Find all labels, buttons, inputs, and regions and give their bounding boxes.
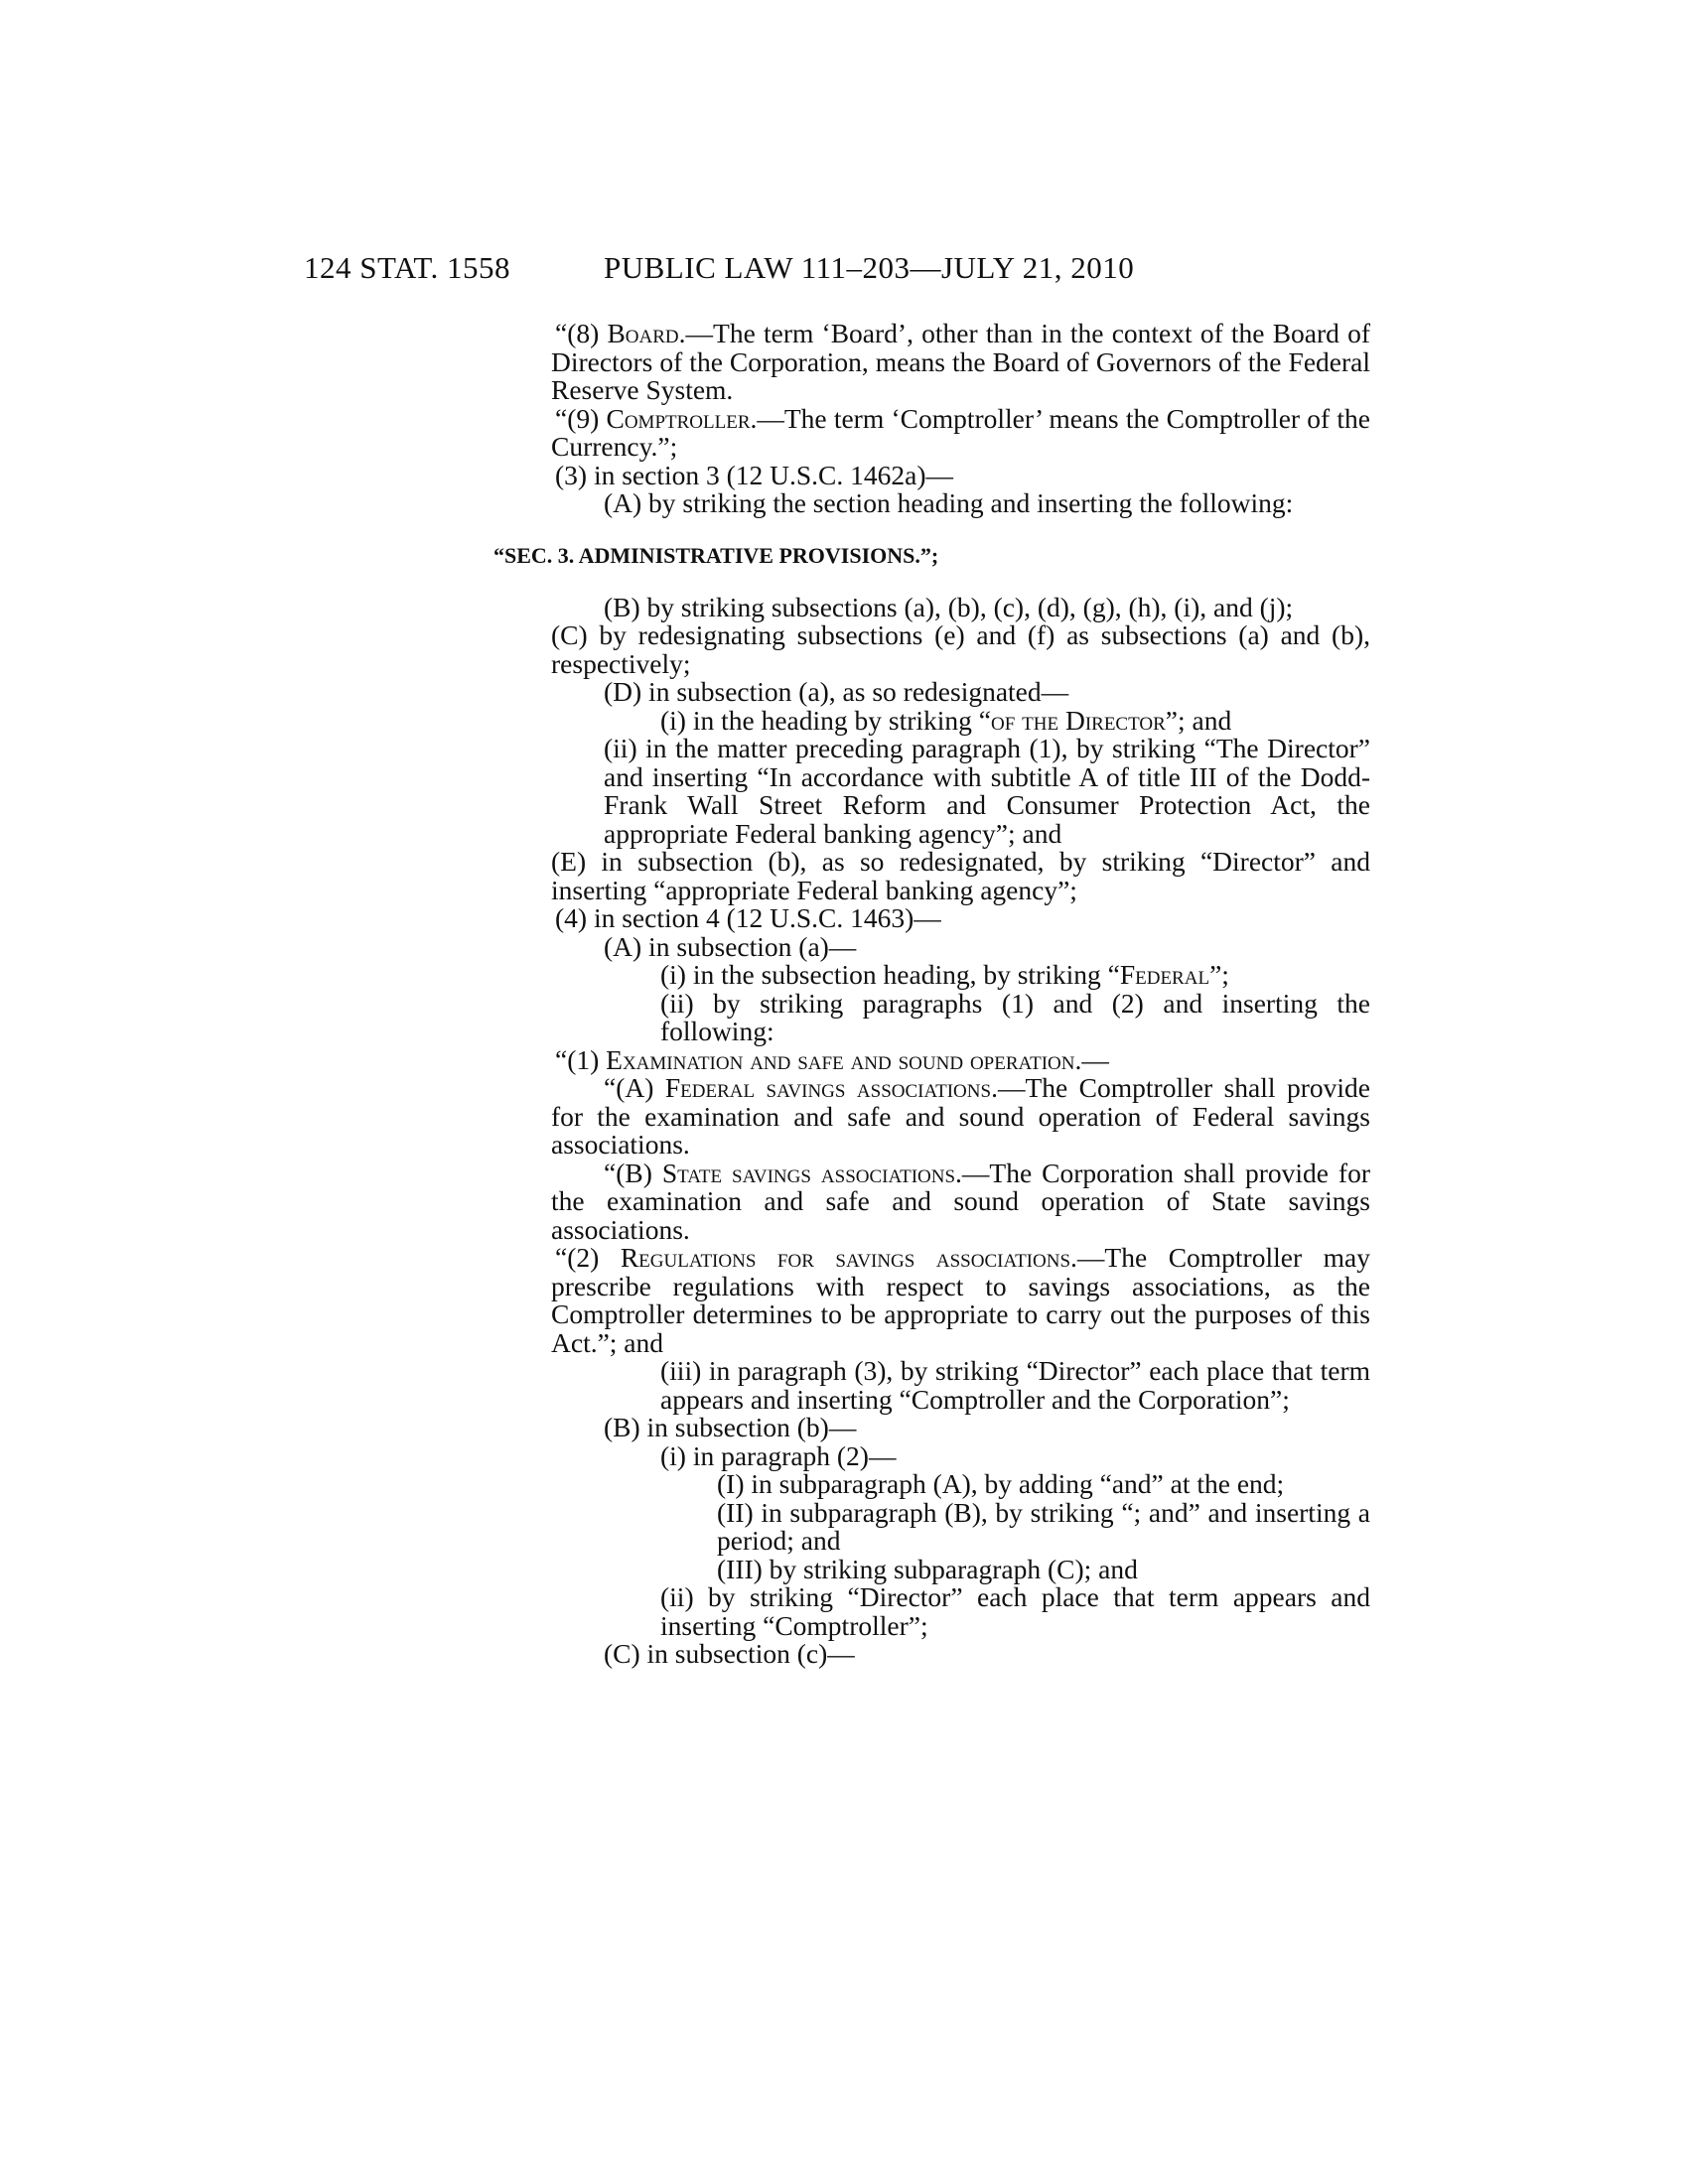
paragraph-heading: State savings associations. <box>661 1157 962 1188</box>
amendment-paragraph: (B) in subsection (b)— <box>604 1412 857 1442</box>
term-heading: Comptroller. <box>606 402 758 434</box>
amendment-paragraph: (II) in subparagraph (B), by striking “; and” and inserting a period; and <box>717 1496 1370 1556</box>
inserted-paragraph: “(A) Federal savings associations.—The Comptroller shall provide for the examination and safe and sound operation of Federal savings associations. <box>551 1072 1370 1160</box>
inserted-paragraph: “(B) State savings associations.—The Corporation shall provide for the examination and safe and sound operation of State savings associations. <box>551 1157 1370 1245</box>
struck-heading: of the Director <box>990 704 1166 736</box>
amendment-paragraph: (C) by redesignating subsections (e) and (f) as subsections (a) and (b), respectively; <box>551 619 1370 679</box>
paragraph-heading: Regulations for savings associations. <box>620 1242 1077 1273</box>
document-body <box>0 320 1688 1669</box>
section-heading: “SEC. 3. ADMINISTRATIVE PROVISIONS.”; <box>493 542 939 568</box>
amendment-paragraph: (i) in paragraph (2)— <box>660 1439 897 1471</box>
amendment-paragraph: (III) by striking subparagraph (C); and <box>717 1553 1138 1584</box>
amendment-paragraph: (C) in subsection (c)— <box>604 1638 855 1669</box>
page-header <box>0 250 1688 290</box>
running-title: PUBLIC LAW 111–203—JULY 21, 2010 <box>604 250 1135 285</box>
amendment-paragraph: (A) by striking the section heading and inserting the following: <box>604 487 1294 518</box>
inserted-paragraph: “(2) Regulations for savings associations.—The Comptroller may prescribe regulations with respect to savings associations, as the Comptroller determines to be appropriate to carry out the purposes of this Act.”; and <box>551 1242 1371 1358</box>
amendment-paragraph: (4) in section 4 (12 U.S.C. 1463)— <box>555 902 941 933</box>
amendment-paragraph: (E) in subsection (b), as so redesignated, by striking “Director” and inserting “appropriate Federal banking agency”; <box>551 846 1370 905</box>
definition-paragraph: “(9) Comptroller.—The term ‘Comptroller’ means the Comptroller of the Currency.”; <box>551 402 1370 462</box>
statute-page-number: 124 STAT. 1558 <box>304 250 511 285</box>
paragraph-heading: Examination and safe and sound operation. <box>606 1043 1082 1075</box>
amendment-paragraph: (I) in subparagraph (A), by adding “and” at the end; <box>717 1468 1285 1499</box>
amendment-paragraph: (D) in subsection (a), as so redesignated— <box>604 676 1069 707</box>
amendment-paragraph: (B) by striking subsections (a), (b), (c), (d), (g), (h), (i), and (j); <box>604 591 1294 622</box>
paragraph-heading: Federal savings associations. <box>664 1072 998 1103</box>
amendment-paragraph: (i) in the heading by striking “of the Director”; and <box>660 704 1232 736</box>
struck-heading: Federal <box>1119 959 1210 990</box>
amendment-paragraph: (ii) by striking “Director” each place that term appears and inserting “Comptroller”; <box>660 1581 1370 1641</box>
amendment-paragraph: (i) in the subsection heading, by striking “Federal”; <box>660 959 1229 990</box>
term-heading: Board. <box>607 318 686 348</box>
amendment-paragraph: (ii) by striking paragraphs (1) and (2) and inserting the following: <box>660 987 1370 1046</box>
amendment-paragraph: (ii) in the matter preceding paragraph (1), by striking “The Director” and inserting “In accordance with subtitle A of title III of the Dodd-Frank Wall Street Reform and Consumer Protection Act, the appropriate Federal banking agency”; and <box>604 733 1370 849</box>
amendment-paragraph: (iii) in paragraph (3), by striking “Director” each place that term appears and inserting “Comptroller and the Corporation”; <box>660 1355 1370 1415</box>
amendment-paragraph: (3) in section 3 (12 U.S.C. 1462a)— <box>555 459 953 490</box>
definition-paragraph: “(8) Board.—The term ‘Board’, other than in the context of the Board of Directors of the Corporation, means the Board of Governors of the Federal Reserve System. <box>551 318 1370 405</box>
inserted-paragraph: “(1) Examination and safe and sound operation.— <box>555 1043 1109 1075</box>
amendment-paragraph: (A) in subsection (a)— <box>604 930 857 962</box>
